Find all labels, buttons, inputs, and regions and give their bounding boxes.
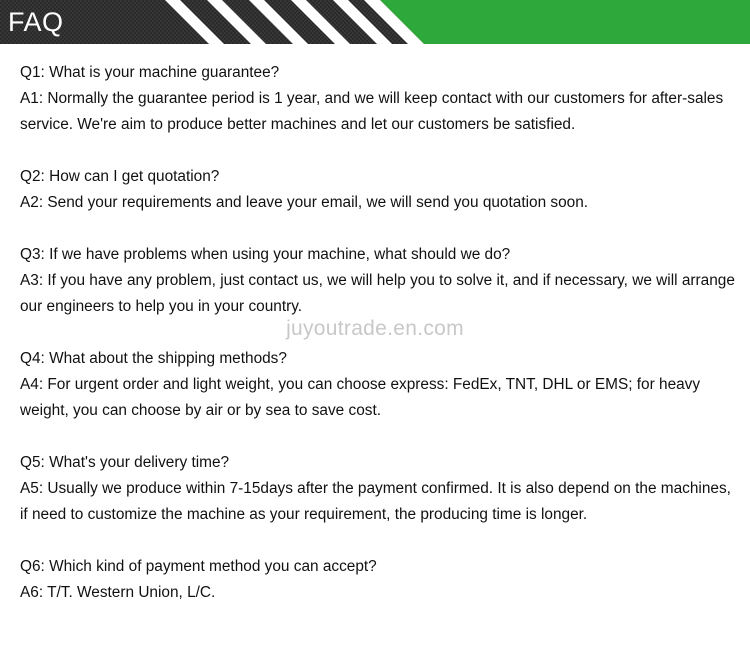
- faq-item-3: [20, 242, 735, 320]
- faq-item-5: [20, 450, 735, 528]
- faq-question: Q5: What's your delivery time?: [20, 454, 230, 471]
- faq-item-2: [20, 164, 735, 216]
- faq-item-1: [20, 60, 735, 138]
- faq-answer: A4: For urgent order and light weight, you can choose express: FedEx, TNT, DHL or EMS; for heavy weight, you can choose by air or by sea to save cost.: [20, 376, 701, 419]
- faq-question: Q2: How can I get quotation?: [20, 168, 220, 185]
- faq-list: [20, 60, 735, 632]
- faq-answer: A6: T/T. Western Union, L/C.: [20, 584, 216, 601]
- faq-question: Q6: Which kind of payment method you can accept?: [20, 558, 377, 575]
- header-green-area: [380, 0, 750, 44]
- watermark-text: juyoutrade.en.com: [286, 317, 464, 340]
- faq-answer: A5: Usually we produce within 7-15days after the payment confirmed. It is also depend on the machines, if need to customize the machine as your requirement, the producing time is longer.: [20, 480, 731, 523]
- faq-answer: A2: Send your requirements and leave your email, we will send you quotation soon.: [20, 194, 589, 211]
- faq-item-6: [20, 554, 735, 606]
- faq-answer: A1: Normally the guarantee period is 1 year, and we will keep contact with our customers for after-sales service. We're aim to produce better machines and let our customers be satisfied.: [20, 90, 724, 133]
- header-background-graphic: [0, 0, 750, 44]
- faq-question: Q4: What about the shipping methods?: [20, 350, 287, 367]
- faq-header-banner: [0, 0, 750, 44]
- faq-question: Q3: If we have problems when using your machine, what should we do?: [20, 246, 511, 263]
- faq-item-4: [20, 346, 735, 424]
- page-title: FAQ: [8, 7, 64, 37]
- faq-question: Q1: What is your machine guarantee?: [20, 64, 280, 81]
- faq-answer: A3: If you have any problem, just contact us, we will help you to solve it, and if necessary, we will arrange our engineers to help you in your country.: [20, 272, 735, 315]
